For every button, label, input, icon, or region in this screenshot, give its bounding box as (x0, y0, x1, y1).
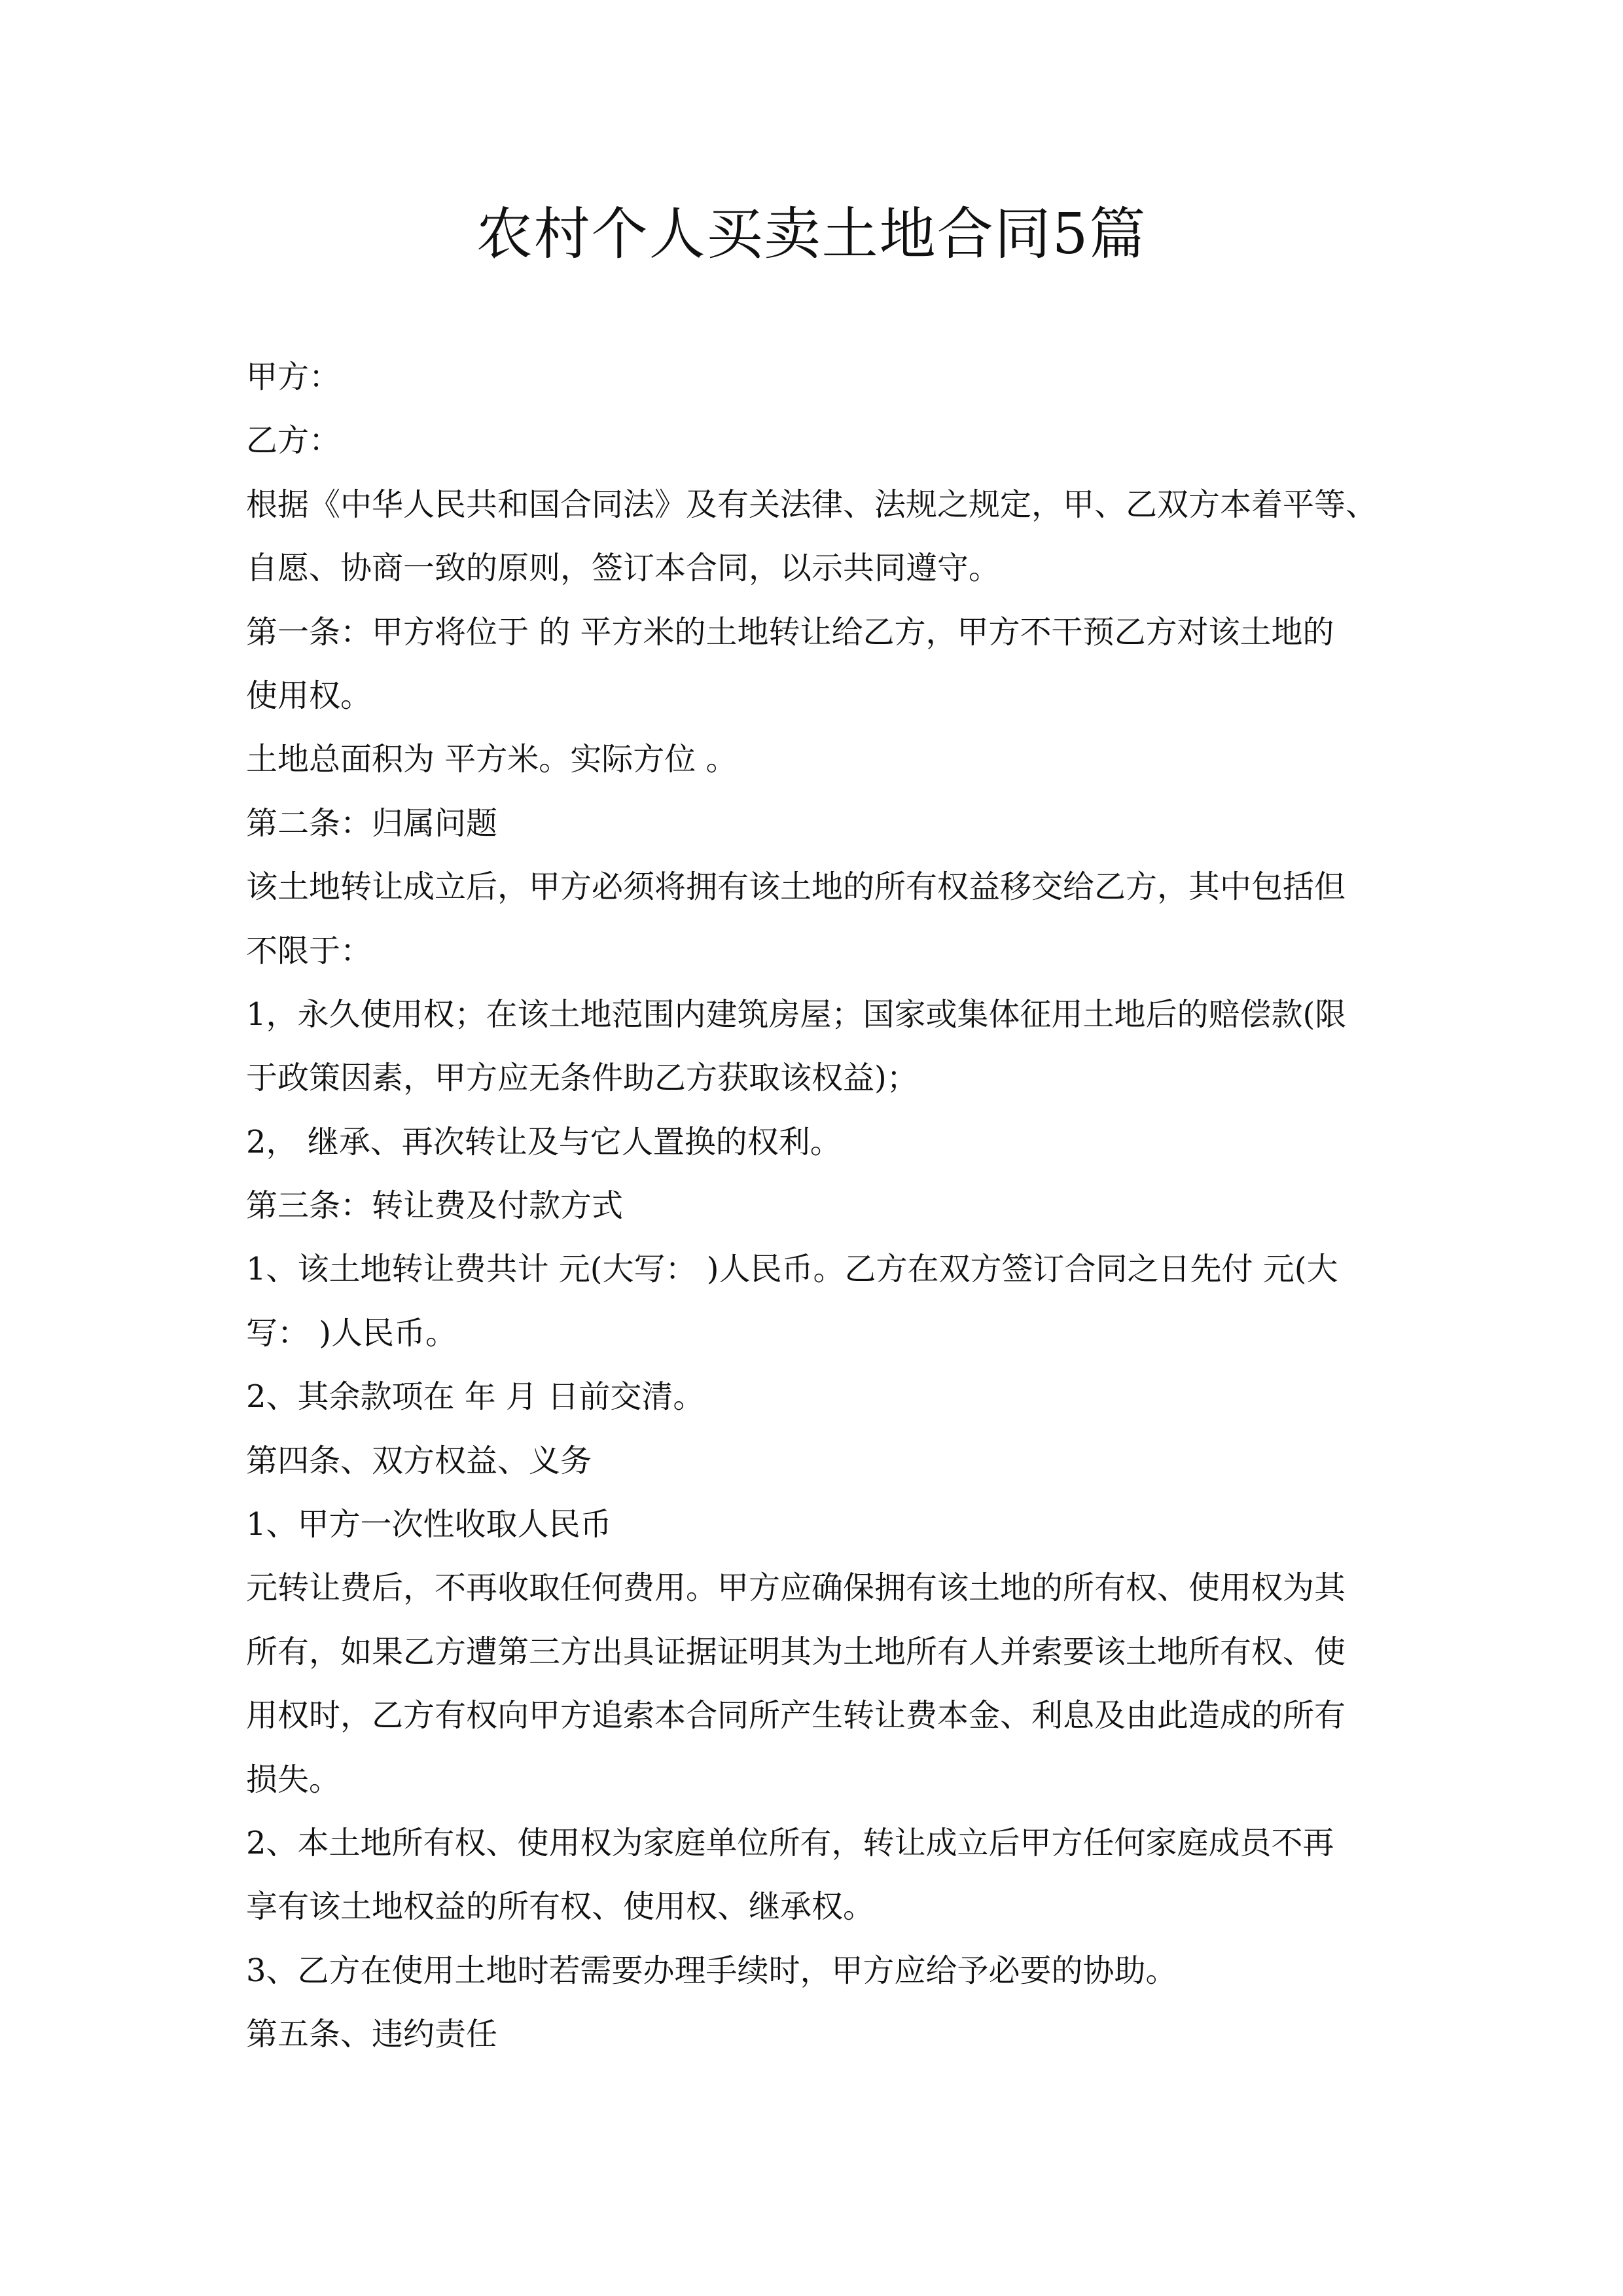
text-line: 写： )人民币。 (246, 1314, 457, 1352)
text-line: 损失。 (246, 1761, 341, 1798)
text-line: 土地总面积为 平方米。实际方位 。 (246, 741, 738, 778)
text-line: 所有，如果乙方遭第三方出具证据证明其为土地所有人并索要该土地所有权、使 (246, 1633, 1346, 1670)
text-line: 用权时，乙方有权向甲方追索本合同所产生转让费本金、利息及由此造成的所有 (246, 1697, 1346, 1734)
text-line: 该土地转让成立后，甲方必须将拥有该土地的所有权益移交给乙方，其中包括但 (246, 869, 1346, 906)
text-line: 第四条、双方权益、义务 (246, 1442, 592, 1479)
document-title: 农村个人买卖土地合同5篇 (476, 202, 1147, 267)
text-line: 1，永久使用权；在该土地范围内建筑房屋；国家或集体征用土地后的赔偿款(限 (246, 996, 1347, 1033)
text-line: 使用权。 (246, 677, 372, 714)
document-body (246, 346, 1385, 2067)
text-line: 甲方： (246, 359, 341, 395)
text-line: 2、本土地所有权、使用权为家庭单位所有，转让成立后甲方任何家庭成员不再 (246, 1824, 1334, 1861)
text-line: 不限于： (246, 932, 372, 969)
text-line: 自愿、协商一致的原则，签订本合同，以示共同遵守。 (246, 550, 1001, 587)
text-line: 元转让费后，不再收取任何费用。甲方应确保拥有该土地的所有权、使用权为其 (246, 1570, 1346, 1607)
text-line: 享有该土地权益的所有权、使用权、继承权。 (246, 1888, 875, 1926)
text-line: 第三条：转让费及付款方式 (246, 1187, 624, 1225)
text-line: 1、甲方一次性收取人民币 (246, 1506, 612, 1543)
text-line: 乙方： (246, 422, 341, 459)
text-line: 第一条：甲方将位于 的 平方米的土地转让给乙方，甲方不干预乙方对该土地的 (246, 613, 1334, 651)
text-line: 第二条：归属问题 (246, 804, 498, 842)
text-line: 2、其余款项在 年 月 日前交清。 (246, 1378, 705, 1416)
text-line: 根据《中华人民共和国合同法》及有关法律、法规之规定，甲、乙双方本着平等、 (246, 486, 1378, 523)
text-line: 1、该土地转让费共计 元(大写： )人民币。乙方在双方签订合同之日先付 元(大 (246, 1251, 1338, 1288)
text-line: 3、乙方在使用土地时若需要办理手续时，甲方应给予必要的协助。 (246, 1952, 1177, 1989)
text-line: 第五条、违约责任 (246, 2016, 498, 2053)
text-line: 于政策因素，甲方应无条件助乙方获取该权益)； (246, 1060, 918, 1097)
text-line: 2， 继承、再次转让及与它人置换的权利。 (246, 1123, 842, 1160)
